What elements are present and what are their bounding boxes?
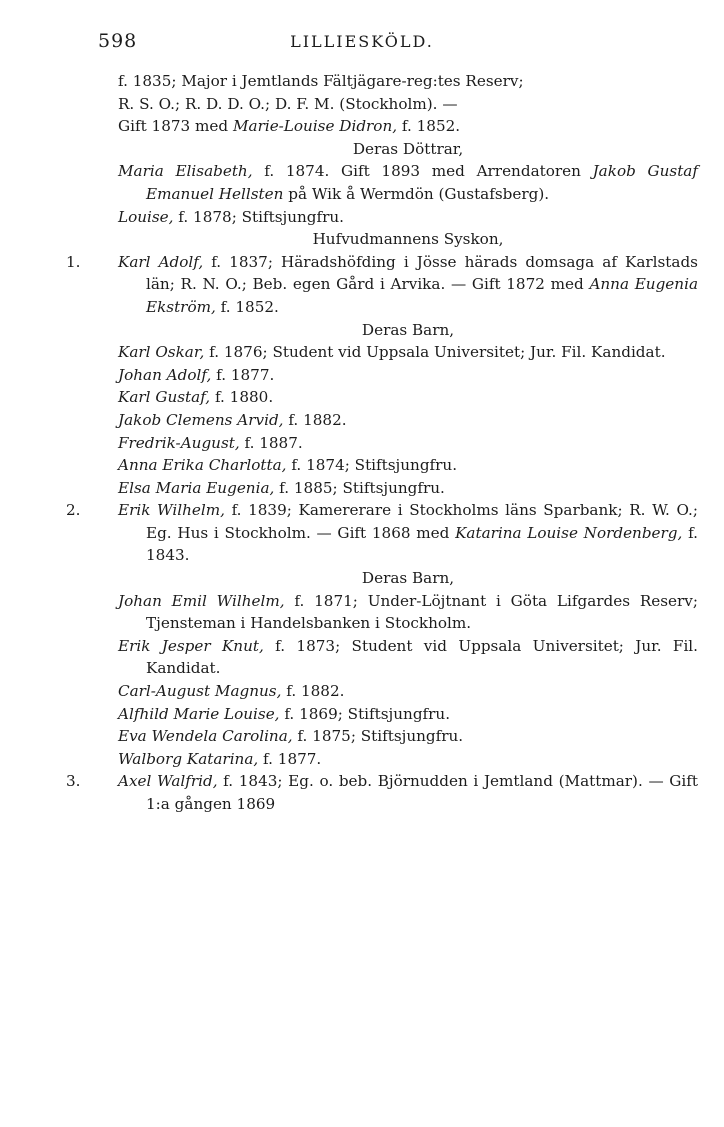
entry-maria: Maria Elisabeth, f. 1874. Gift 1893 med Arrendatoren Jakob Gustaf Emanuel Hellsten på Wik å Wermdön (Gustafsberg). bbox=[118, 162, 698, 203]
running-title: LILLIESKÖLD. bbox=[290, 32, 434, 51]
entry: Karl Oskar, f. 1876; Student vid Uppsala Universitet; Jur. Fil. Kandidat. bbox=[118, 343, 666, 362]
page-number: 598 bbox=[98, 30, 138, 52]
page-header bbox=[0, 30, 724, 54]
text-line: f. 1835; Major i Jemtlands Fältjägare-reg:tes Reserv; bbox=[118, 72, 524, 90]
entry: Elsa Maria Eugenia, f. 1885; Stiftsjungfru. bbox=[118, 478, 445, 497]
entry: Alfhild Marie Louise, f. 1869; Stiftsjungfru. bbox=[118, 704, 451, 723]
paragraph-major bbox=[118, 70, 698, 138]
entry: Karl Gustaf, f. 1880. bbox=[118, 388, 274, 407]
section-heading: Deras Döttrar, bbox=[352, 139, 464, 158]
entry: Jakob Clemens Arvid, f. 1882. bbox=[118, 410, 347, 429]
page-body bbox=[66, 70, 699, 816]
entry: Walborg Katarina, f. 1877. bbox=[118, 749, 322, 768]
entry: Anna Erika Charlotta, f. 1874; Stiftsjungfru. bbox=[118, 456, 458, 475]
section-heading: Deras Barn, bbox=[361, 569, 455, 588]
entry: Fredrik-August, f. 1887. bbox=[118, 433, 303, 452]
entry: Carl-August Magnus, f. 1882. bbox=[118, 682, 345, 701]
entry: Eva Wendela Carolina, f. 1875; Stiftsjungfru. bbox=[118, 727, 464, 746]
entry: Erik Jesper Knut, f. 1873; Student vid Uppsala Universitet; Jur. Fil. Kandidat. bbox=[118, 636, 698, 678]
entry: Johan Adolf, f. 1877. bbox=[118, 365, 275, 384]
entry-erik-wilhelm: 2. Erik Wilhelm, f. 1839; Kamererare i Stockholms läns Sparbank; R. W. O.; Eg. Hus i Stockholm. — Gift 1868 med Katarina Louise Nordenberg, f. 1843. bbox=[66, 501, 698, 565]
entry: Johan Emil Wilhelm, f. 1871; Under-Löjtnant i Göta Lifgardes Reserv; Tjensteman i Handelsbanken i Stockholm. bbox=[118, 591, 698, 633]
section-heading: Deras Barn, bbox=[361, 320, 455, 339]
entry-louise: Louise, f. 1878; Stiftsjungfru. bbox=[118, 207, 345, 226]
entry-axel-walfrid: 3. Axel Walfrid, f. 1843; Eg. o. beb. Björnudden i Jemtland (Mattmar). — Gift 1:a gången 1869 bbox=[66, 772, 699, 813]
text-line: Gift 1873 med Marie-Louise Didron, f. 1852. bbox=[118, 117, 461, 136]
text-line: R. S. O.; R. D. D. O.; D. F. M. (Stockholm). — bbox=[118, 94, 458, 113]
entry-karl-adolf: 1. Karl Adolf, f. 1837; Häradshöfding i Jösse härads domsaga af Karlstads län; R. N. O.; Beb. egen Gård i Arvika. — Gift 1872 med Anna Eugenia Ekström, f. 1852. bbox=[66, 252, 698, 316]
section-heading: Hufvudmannens Syskon, bbox=[312, 230, 504, 249]
